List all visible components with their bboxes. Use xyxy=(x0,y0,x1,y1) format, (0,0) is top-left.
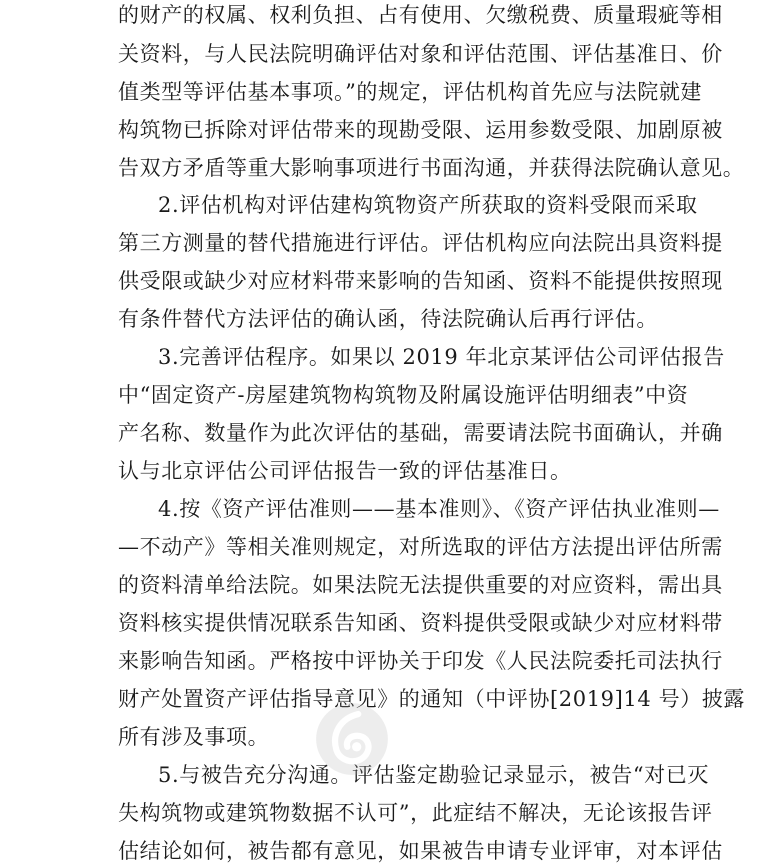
text-line: 供受限或缺少对应材料带来影响的告知函、资料不能提供按照现 xyxy=(118,269,723,293)
text-line: 的财产的权属、权利负担、占有使用、欠缴税费、质量瑕疵等相 xyxy=(118,3,723,27)
text-line: 有条件替代方法评估的确认函，待法院确认后再行评估。 xyxy=(118,307,658,331)
paragraph-5-first-line: 5.与被告充分沟通。评估鉴定勘验记录显示，被告“对已灭 xyxy=(158,763,709,787)
watermark-logo-icon xyxy=(313,700,391,778)
text-line: 资料核实提供情况联系告知函、资料提供受限或缺少对应材料带 xyxy=(118,611,723,635)
paragraph-4-first-line: 4.按《资产评估准则——基本准则》、《资产评估执业准则— xyxy=(158,497,720,521)
text-line: 中“固定资产-房屋建筑物构筑物及附属设施评估明细表”中资 xyxy=(118,383,689,407)
text-line: 的资料清单给法院。如果法院无法提供重要的对应资料，需出具 xyxy=(118,573,723,597)
text-line: 构筑物已拆除对评估带来的现勘受限、运用参数受限、加剧原被 xyxy=(118,118,723,142)
text-line: 产名称、数量作为此次评估的基础，需要请法院书面确认，并确 xyxy=(118,421,723,445)
text-line: 认与北京评估公司评估报告一致的评估基准日。 xyxy=(118,459,572,483)
text-line: 告双方矛盾等重大影响事项进行书面沟通，并获得法院确认意见。 xyxy=(118,156,745,180)
text-line: 估结论如何，被告都有意见，如果被告申请专业评审，对本评估 xyxy=(118,839,723,863)
text-line: 所有涉及事项。 xyxy=(118,725,270,749)
paragraph-3-first-line: 3.完善评估程序。如果以 2019 年北京某评估公司评估报告 xyxy=(158,345,725,369)
text-line: 来影响告知函。严格按中评协关于印发《人民法院委托司法执行 xyxy=(118,649,723,673)
text-line: 关资料，与人民法院明确评估对象和评估范围、评估基准日、价 xyxy=(118,42,723,66)
text-line: 第三方测量的替代措施进行评估。评估机构应向法院出具资料提 xyxy=(118,231,723,255)
text-line: 财产处置资产评估指导意见》的通知（中评协[2019]14 号）披露 xyxy=(118,687,746,711)
text-line: 值类型等评估基本事项。”的规定，评估机构首先应与法院就建 xyxy=(118,80,703,104)
text-line: 失构筑物或建筑物数据不认可”，此症结不解决，无论该报告评 xyxy=(118,801,713,825)
paragraph-2-first-line: 2.评估机构对评估建构筑物资产所获取的资料受限而采取 xyxy=(158,193,698,217)
text-line: —不动产》等相关准则规定，对所选取的评估方法提出评估所需 xyxy=(118,535,723,559)
